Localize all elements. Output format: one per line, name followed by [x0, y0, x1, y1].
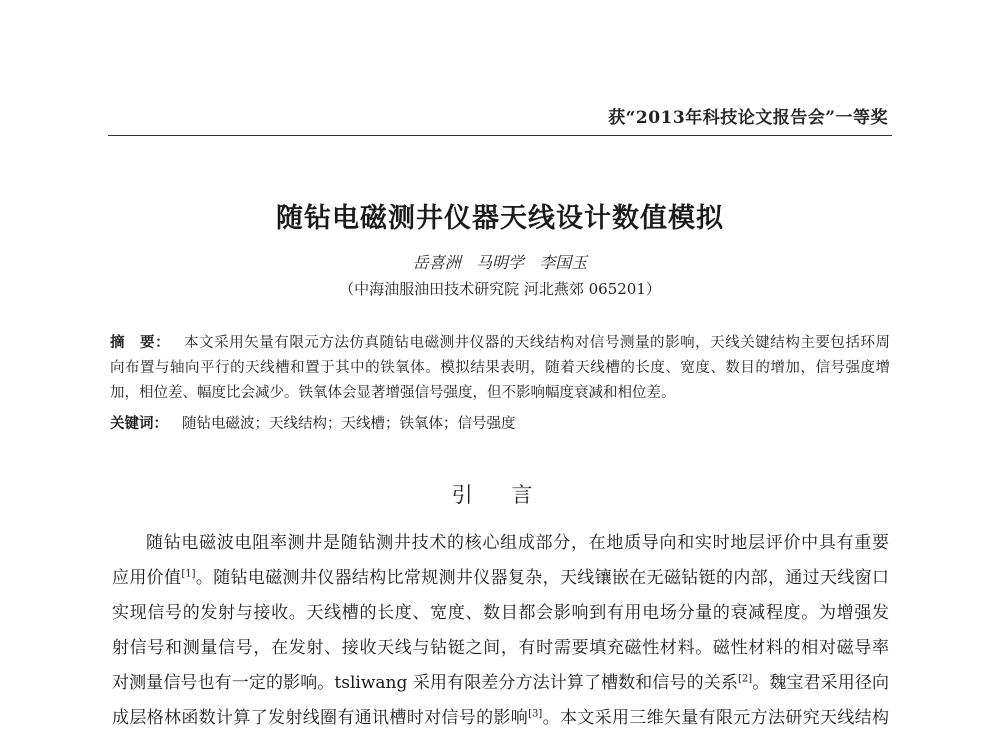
body-line-text: 。随钻电磁测井仪器结构比常规测井仪器复杂，天线镶嵌在无磁钻铤的内部，通过天线窗口 — [195, 568, 889, 588]
section-body — [112, 526, 889, 736]
abstract — [110, 331, 890, 406]
body-line-text: 。本文采用三维矢量有限元方法研究天线结构 — [542, 708, 889, 728]
keywords-label: 关键词： — [110, 416, 168, 432]
body-line-text: 成层格林函数计算了发射线圈有通讯槽时对信号的影响 — [112, 708, 529, 728]
body-line — [112, 701, 889, 736]
body-line-text: 对测量信号也有一定的影响。tsliwang 采用有限差分方法计算了槽数和信号的关系 — [112, 673, 738, 693]
author-name: 马明学 — [475, 253, 524, 272]
body-line-text: 射信号和测量信号，在发射、接收天线与钻铤之间，有时需要填充磁性材料。磁性材料的相对磁导率 — [112, 638, 889, 658]
abstract-line-2: 向布置与轴向平行的天线槽和置于其中的铁氧体。模拟结果表明，随着天线槽的长度、宽度、数目的增加，信号强度增 — [110, 360, 890, 376]
body-line — [112, 561, 889, 596]
abstract-line-1 — [110, 331, 890, 356]
keywords-text: 随钻电磁波；天线结构；天线槽；铁氧体；信号强度 — [182, 416, 516, 432]
body-line-text: 应用价值 — [112, 568, 182, 588]
award-banner: 获“2013年科技论文报告会”一等奖 — [608, 108, 888, 128]
citation-marker: [1] — [181, 568, 196, 580]
abstract-text: 本文采用矢量有限元方法仿真随钻电磁测井仪器的天线结构对信号测量的影响，天线关键结构主要包括环周 — [184, 335, 891, 351]
section-heading: 引 言 — [451, 483, 549, 507]
abstract-line-3: 加，相位差、幅度比会减少。铁氧体会显著增强信号强度，但不影响幅度衰减和相位差。 — [110, 385, 676, 401]
body-line-text: 实现信号的发射与接收。天线槽的长度、宽度、数目都会影响到有用电场分量的衰减程度。为增强发 — [112, 603, 889, 623]
affiliation: （中海油服油田技术研究院 河北燕郊 065201） — [339, 280, 661, 298]
body-line — [112, 596, 889, 631]
citation-marker: [3] — [528, 708, 543, 720]
header-rule — [108, 135, 892, 136]
paper-title: 随钻电磁测井仪器天线设计数值模拟 — [276, 203, 724, 234]
body-line — [112, 631, 889, 666]
body-line-text: 。魏宝君采用径向 — [752, 673, 889, 693]
body-line — [112, 666, 889, 701]
author-list — [0, 250, 1000, 273]
body-line-text: 随钻电磁波电阻率测井是随钻测井技术的核心组成部分，在地质导向和实时地层评价中具有重要 — [146, 533, 889, 553]
author-name: 李国玉 — [539, 253, 588, 272]
citation-marker: [2] — [737, 673, 753, 685]
body-line — [112, 526, 889, 561]
abstract-label: 摘 要： — [110, 335, 171, 351]
author-name: 岳喜洲 — [412, 253, 461, 272]
keywords — [110, 412, 890, 437]
